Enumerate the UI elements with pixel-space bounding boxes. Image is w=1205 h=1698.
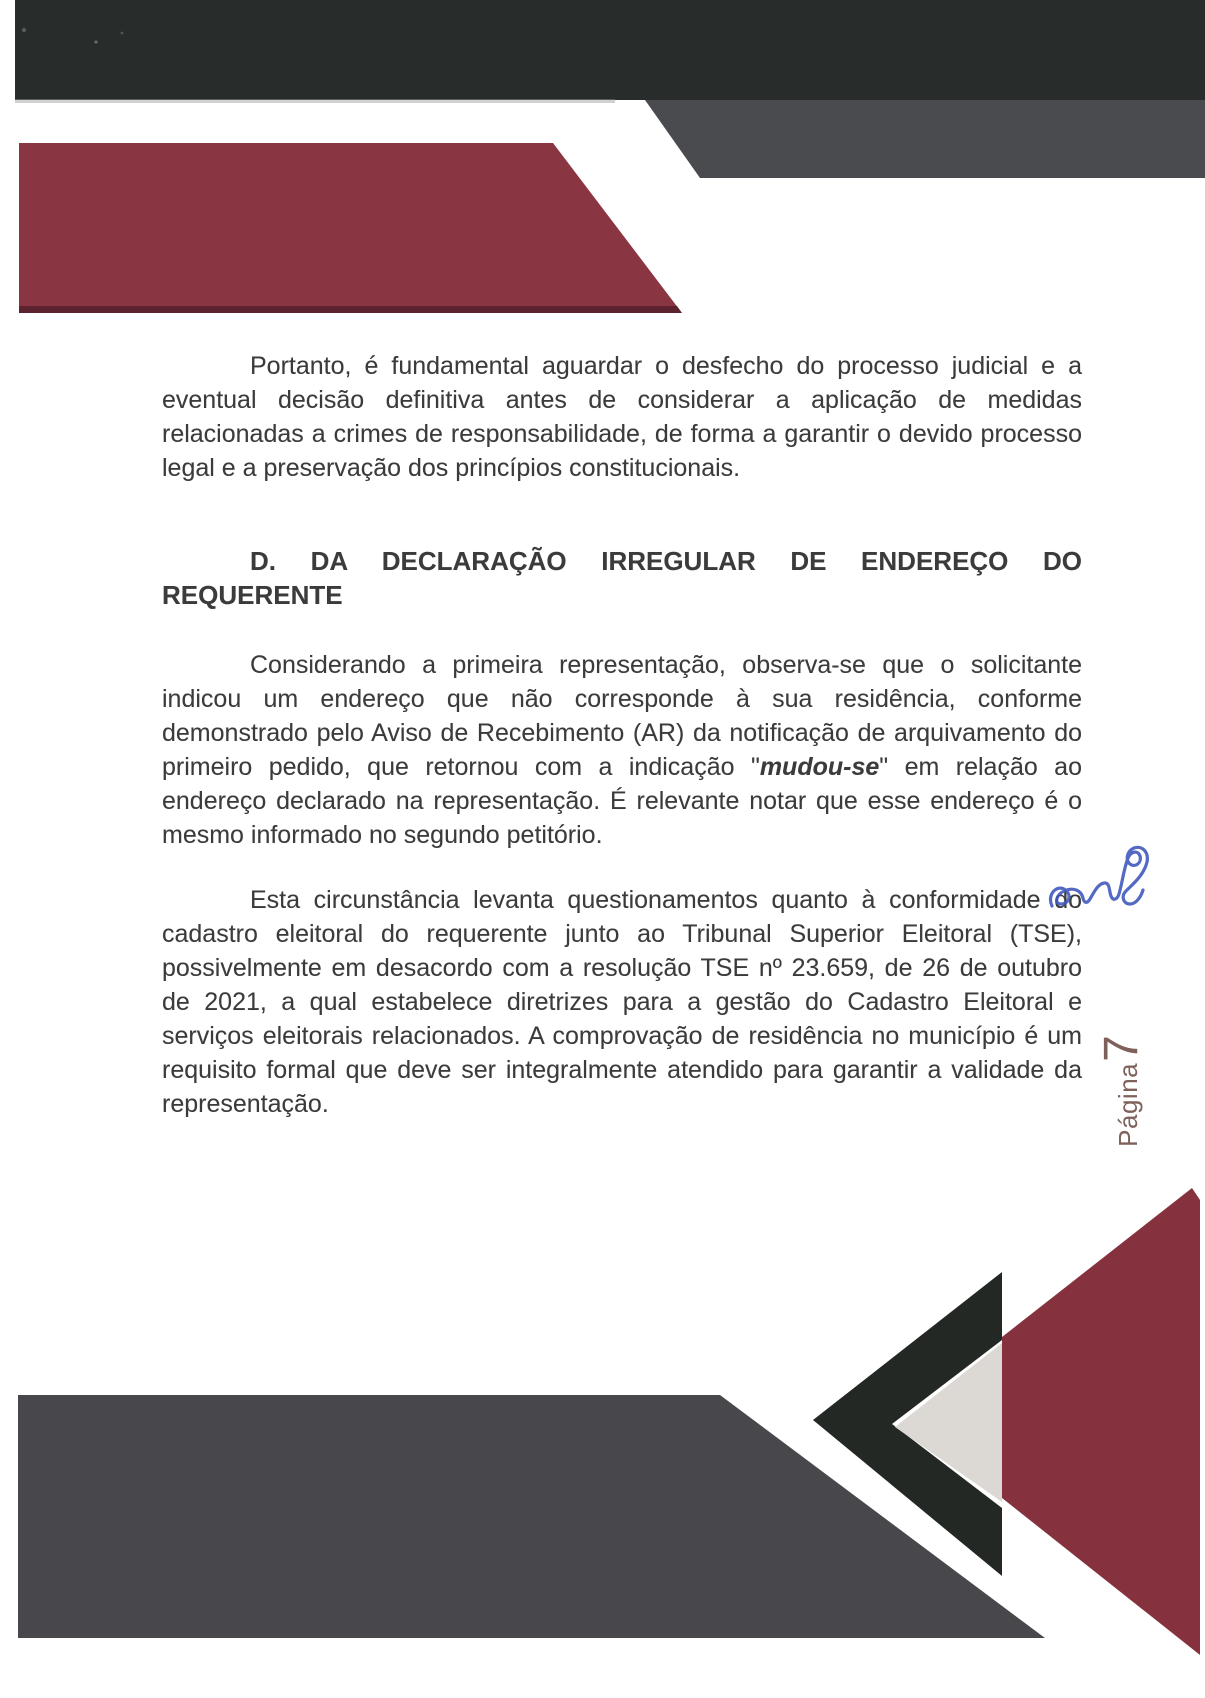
top-black-band bbox=[15, 0, 1205, 100]
maroon-bottom-edge bbox=[19, 306, 682, 313]
paragraph-2-text-after: " em relação ao endereço declarado na representação. É relevante notar que esse endereço é o mesmo informado no segundo petitório. bbox=[162, 753, 1082, 849]
scan-speck bbox=[121, 32, 124, 35]
scan-speck bbox=[94, 40, 97, 43]
section-heading bbox=[162, 544, 1082, 612]
section-heading-line2: REQUERENTE bbox=[162, 580, 343, 610]
page-number-label bbox=[1094, 1036, 1150, 1146]
section-heading-line1: D. DA DECLARAÇÃO IRREGULAR DE ENDEREÇO DO bbox=[250, 546, 1082, 576]
paragraph-1: Portanto, é fundamental aguardar o desfecho do processo judicial e a eventual decisão definitiva antes de considerar a aplicação de medidas relacionadas a crimes de responsabilidade, de forma a garantir o devido processo legal e a preservação dos princípios constitucionais. bbox=[162, 352, 1082, 482]
maroon-parallelogram bbox=[19, 143, 682, 313]
paragraph-3: Esta circunstância levanta questionamentos quanto à conformidade do cadastro eleitoral do requerente junto ao Tribunal Superior Eleitoral (TSE), possivelmente em desacordo com a resolução TSE nº 23.659, de 26 de outubro de 2021, a qual estabelece diretrizes para a gestão do Cadastro Eleitoral e serviços eleitorais relacionados. A comprovação de residência no município é um requisito formal que deve ser integralmente atendido para garantir a validade da representação. bbox=[162, 886, 1082, 1118]
paragraph-2-emphasis: mudou-se bbox=[759, 753, 880, 781]
scan-speck bbox=[22, 28, 26, 32]
paragraph-2 bbox=[162, 648, 1082, 852]
page-number-word: Página bbox=[1113, 1062, 1143, 1147]
top-gray-shape bbox=[645, 100, 1205, 178]
scan-shadow-line bbox=[15, 99, 615, 103]
maroon-bottom-wedge bbox=[1002, 1188, 1200, 1655]
page-number-digit: 7 bbox=[1095, 1035, 1148, 1062]
paragraph-2-text: Considerando a primeira representação, observa-se que o solicitante indicou um endereço que não corresponde à sua residência, conforme demonstrado pelo Aviso de Recebimento (AR) da notificação de arquivamento do primeiro pedido, que retornou com a indicação " bbox=[162, 651, 1082, 781]
